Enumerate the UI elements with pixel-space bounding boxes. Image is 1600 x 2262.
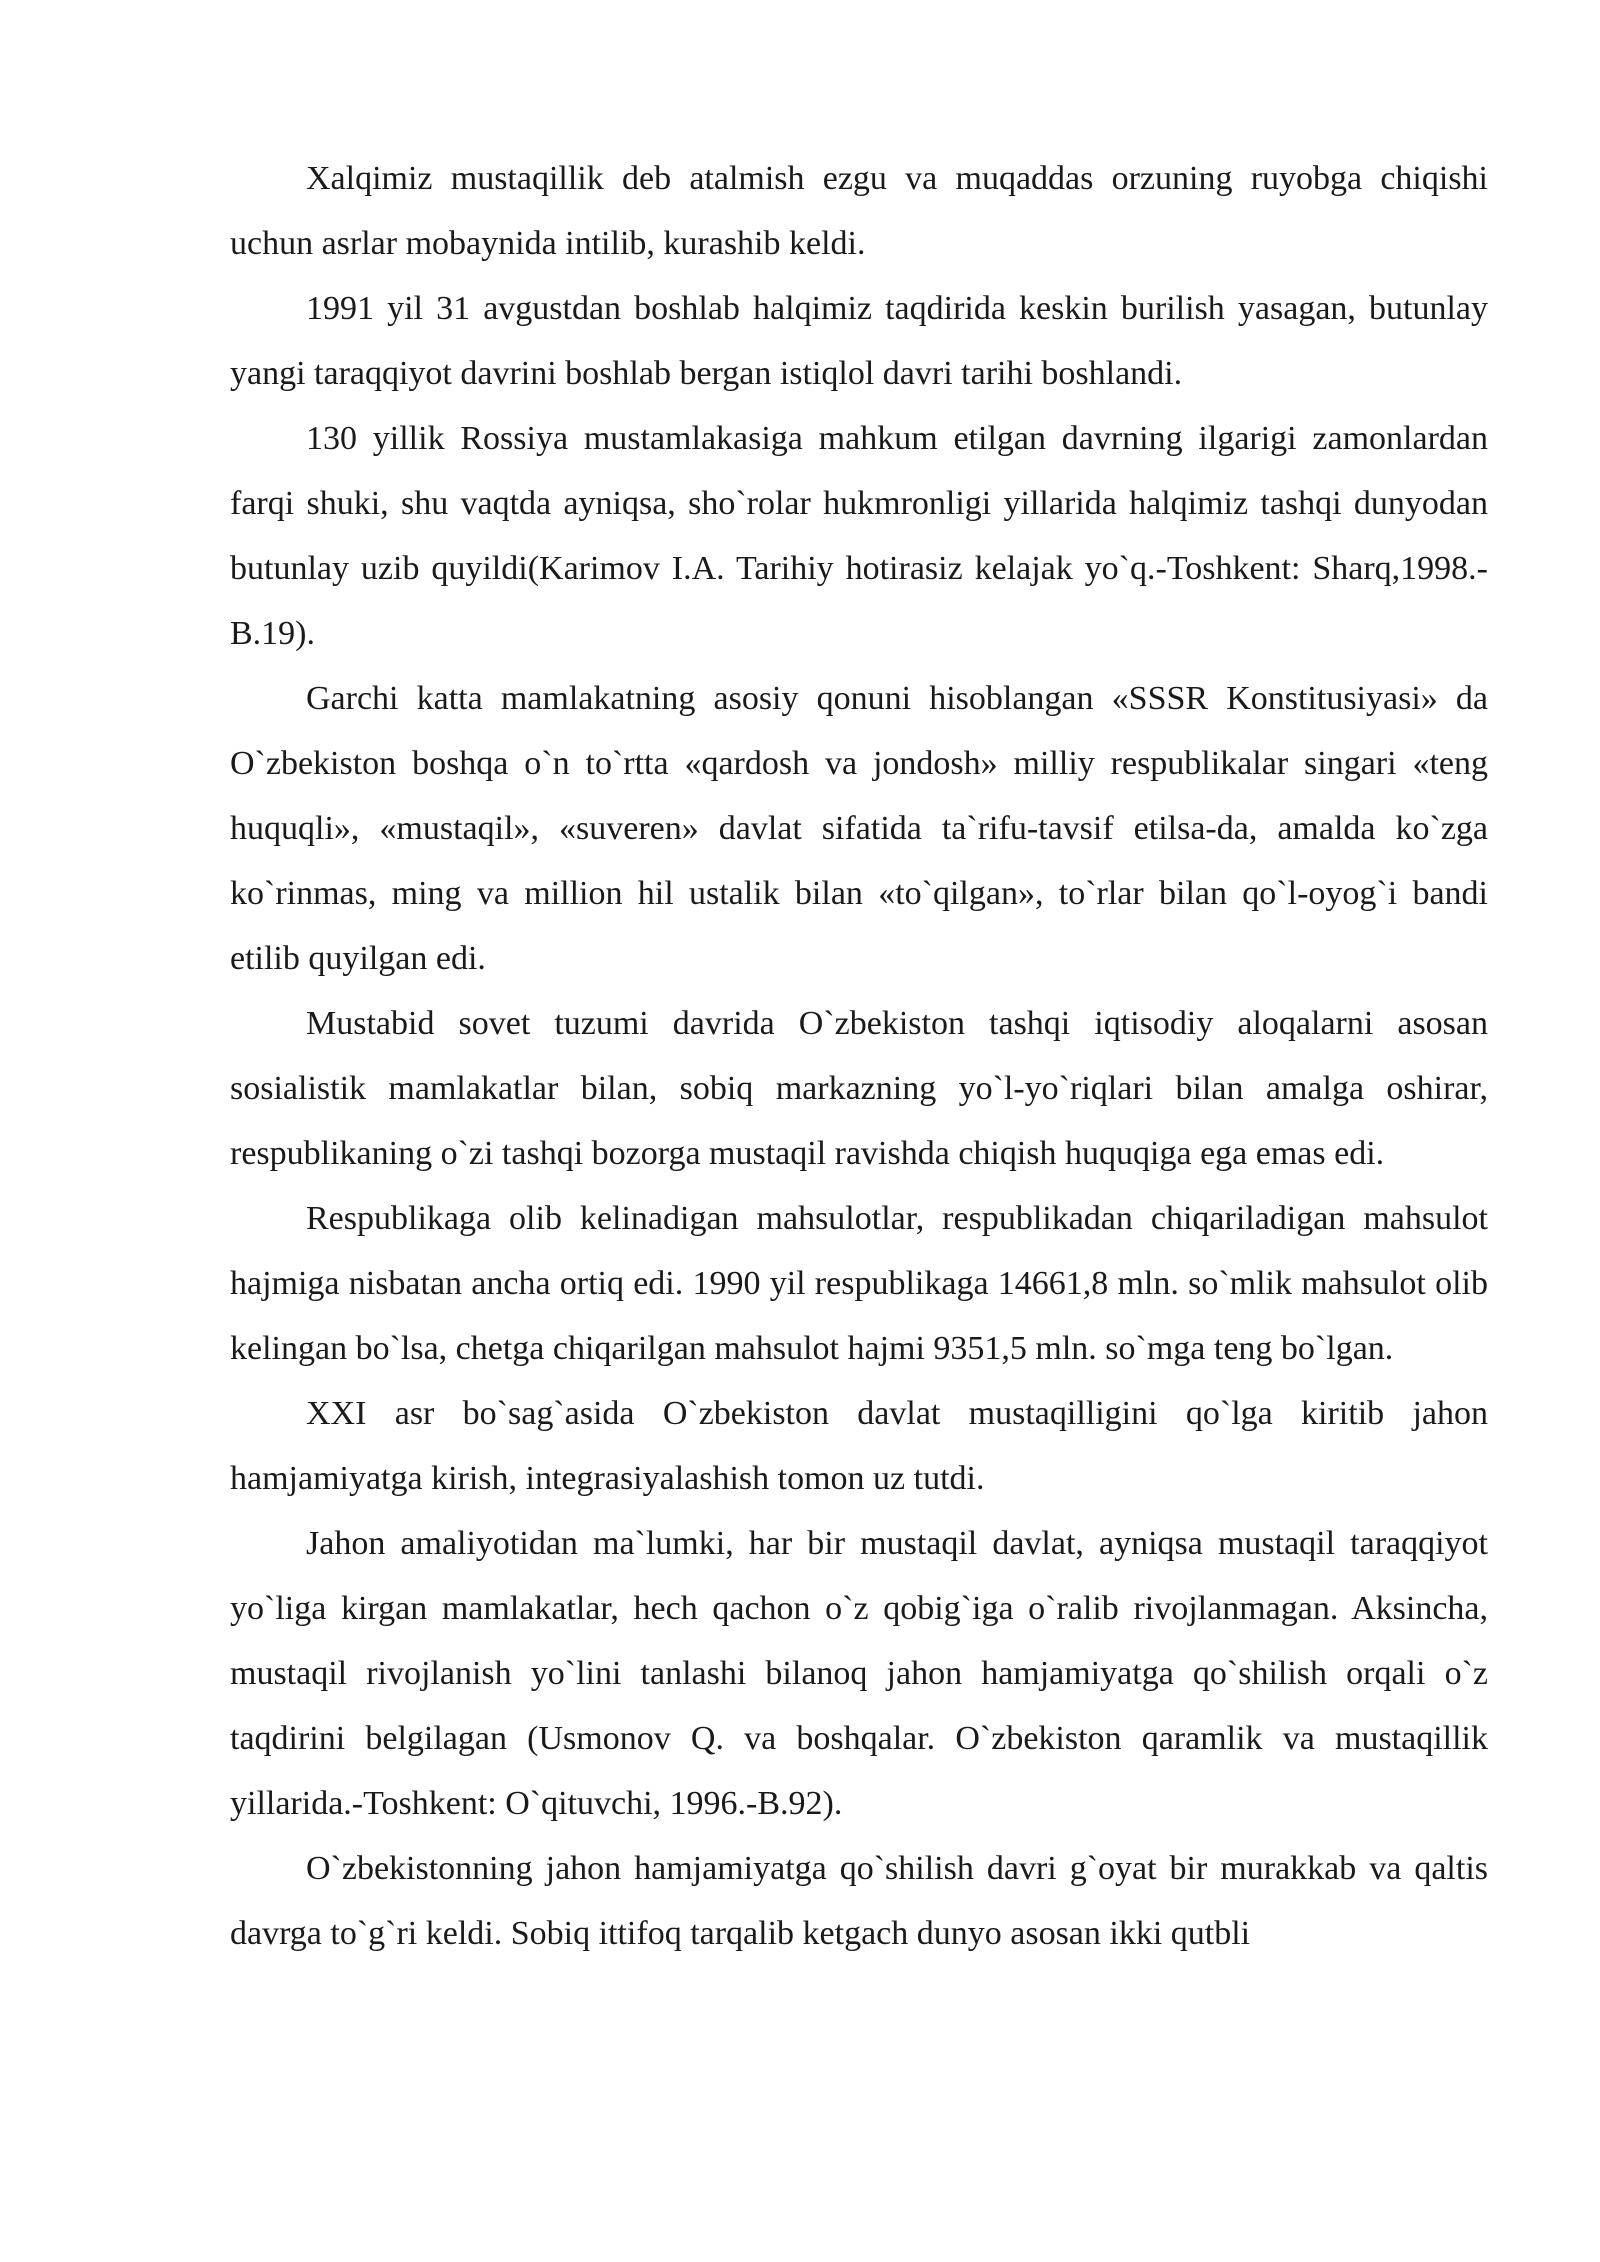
paragraph-1: Xalqimiz mustaqillik deb atalmish ezgu va muqaddas orzuning ruyobga chiqishi uchun asrlar mobaynida intilib, kurashib keldi.: [230, 160, 1488, 262]
paragraph-9: O`zbekistonning jahon hamjamiyatga qo`shilish davri g`oyat bir murakkab va qaltis davrga to`g`ri keldi. Sobiq ittifoq tarqalib ketgach dunyo asosan ikki qutbli: [230, 1850, 1488, 1952]
paragraph-6: Respublikaga olib kelinadigan mahsulotlar, respublikadan chiqariladigan mahsulot hajmiga nisbatan ancha ortiq edi. 1990 yil respublikaga 14661,8 mln. so`mlik mahsulot olib kelingan bo`lsa, chetga chiqarilgan mahsulot hajmi 9351,5 mln. so`mga teng bo`lgan.: [230, 1200, 1488, 1367]
document-page: [230, 146, 1488, 1966]
paragraph-5: Mustabid sovet tuzumi davrida O`zbekiston tashqi iqtisodiy aloqalarni asosan sosialistik mamlakatlar bilan, sobiq markazning yo`l-yo`riqlari bilan amalga oshirar, respublikaning o`zi tashqi bozorga mustaqil ravishda chiqish huquqiga ega emas edi.: [230, 1005, 1488, 1172]
paragraph-4: Garchi katta mamlakatning asosiy qonuni hisoblangan «SSSR Konstitusiyasi» da O`zbekiston boshqa o`n to`rtta «qardosh va jondosh» milliy respublikalar singari «teng huquqli», «mustaqil», «suveren» davlat sifatida ta`rifu-tavsif etilsa-da, amalda ko`zga ko`rinmas, ming va million hil ustalik bilan «to`qilgan», to`rlar bilan qo`l-oyog`i bandi etilib quyilgan edi.: [230, 680, 1488, 977]
paragraph-3: 130 yillik Rossiya mustamlakasiga mahkum etilgan davrning ilgarigi zamonlardan farqi shuki, shu vaqtda ayniqsa, sho`rolar hukmronligi yillarida halqimiz tashqi dunyodan butunlay uzib quyildi(Karimov I.A. Tarihiy hotirasiz kelajak yo`q.-Toshkent: Sharq,1998.-B.19).: [230, 420, 1488, 652]
paragraph-8: Jahon amaliyotidan ma`lumki, har bir mustaqil davlat, ayniqsa mustaqil taraqqiyot yo`liga kirgan mamlakatlar, hech qachon o`z qobig`iga o`ralib rivojlanmagan. Aksincha, mustaqil rivojlanish yo`lini tanlashi bilanoq jahon hamjamiyatga qo`shilish orqali o`z taqdirini belgilagan (Usmonov Q. va boshqalar. O`zbekiston qaramlik va mustaqillik yillarida.-Toshkent: O`qituvchi, 1996.-B.92).: [230, 1525, 1488, 1822]
paragraph-2: 1991 yil 31 avgustdan boshlab halqimiz taqdirida keskin burilish yasagan, butunlay yangi taraqqiyot davrini boshlab bergan istiqlol davri tarihi boshlandi.: [230, 290, 1488, 392]
paragraph-7: XXI asr bo`sag`asida O`zbekiston davlat mustaqilligini qo`lga kiritib jahon hamjamiyatga kirish, integrasiyalashish tomon uz tutdi.: [230, 1395, 1488, 1497]
